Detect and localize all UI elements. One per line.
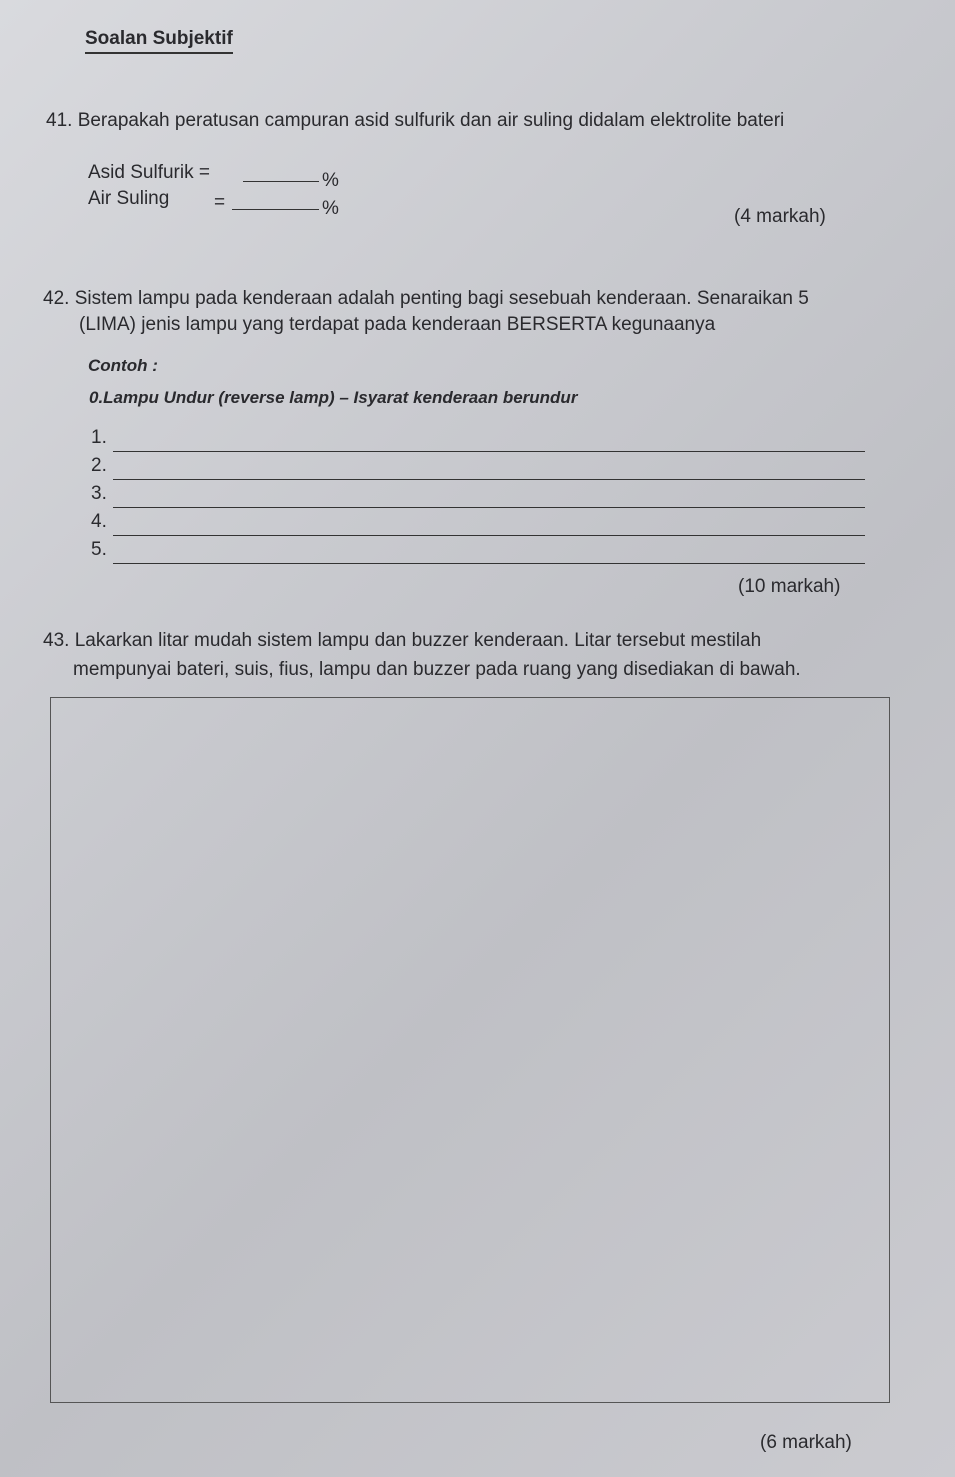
answer-item-2-number: 2.: [91, 455, 107, 476]
q43-marks: (6 markah): [760, 1432, 852, 1453]
q41-row2-eq: =: [214, 192, 226, 213]
answer-line-2[interactable]: [113, 479, 865, 480]
example-text: 0.Lampu Undur (reverse lamp) – Isyarat kenderaan berundur: [89, 388, 578, 407]
q41-row1-unit: %: [322, 170, 339, 191]
q41-row1-label: Asid Sulfurik =: [88, 162, 210, 183]
answer-line-5[interactable]: [113, 563, 865, 564]
q41-row2-label: Air Suling: [88, 188, 170, 209]
answer-item-3-number: 3.: [91, 483, 107, 504]
q41-row2-unit: %: [322, 198, 339, 219]
q41-row1-blank[interactable]: [243, 181, 319, 182]
example-label: Contoh :: [88, 356, 158, 375]
drawing-area-box[interactable]: [50, 697, 890, 1403]
q42-marks: (10 markah): [738, 576, 841, 597]
answer-line-4[interactable]: [113, 535, 865, 536]
answer-line-3[interactable]: [113, 507, 865, 508]
section-heading: Soalan Subjektif: [85, 28, 233, 54]
question-43-line2: mempunyai bateri, suis, fius, lampu dan buzzer pada ruang yang disediakan di bawah.: [73, 659, 801, 680]
question-42-line2: (LIMA) jenis lampu yang terdapat pada kenderaan BERSERTA kegunaanya: [79, 314, 716, 335]
answer-line-1[interactable]: [113, 451, 865, 452]
answer-item-1-number: 1.: [91, 427, 107, 448]
q41-marks: (4 markah): [734, 206, 826, 227]
answer-item-4-number: 4.: [91, 511, 107, 532]
question-41-text: 41. Berapakah peratusan campuran asid sulfurik dan air suling didalam elektrolite bateri: [46, 110, 785, 131]
question-42-line1: 42. Sistem lampu pada kenderaan adalah penting bagi sesebuah kenderaan. Senaraikan 5: [43, 288, 809, 309]
answer-item-5-number: 5.: [91, 539, 107, 560]
q41-row2-blank[interactable]: [232, 209, 319, 210]
question-43-line1: 43. Lakarkan litar mudah sistem lampu dan buzzer kenderaan. Litar tersebut mestilah: [43, 630, 762, 651]
